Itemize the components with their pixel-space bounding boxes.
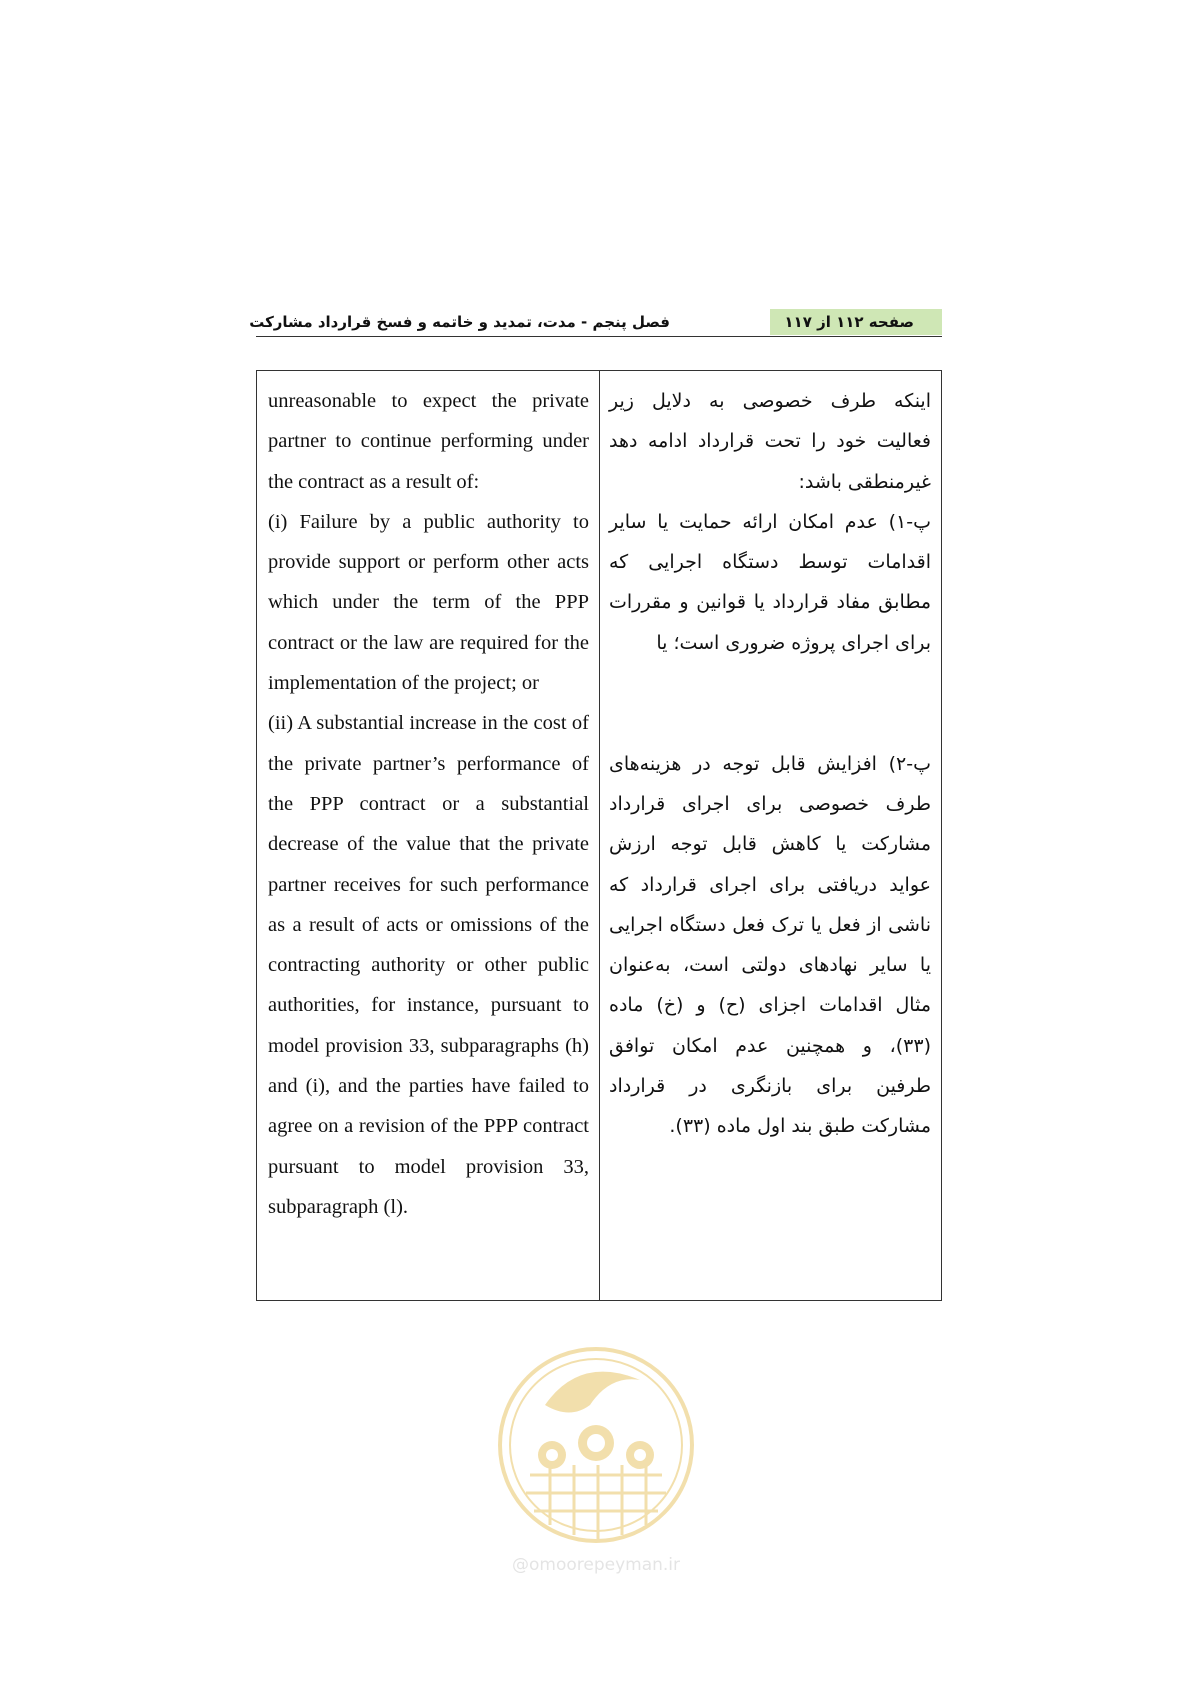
- english-paragraph-i: (i) Failure by a public authority to provide support or perform other acts which under the term of the PPP contract or the law are required for the implementation of the project; or: [268, 510, 589, 695]
- page-number-badge: صفحه ۱۱۲ از ۱۱۷: [770, 309, 942, 335]
- persian-paragraph-p2: پ-۲) افزایش قابل توجه در هزینه‌های طرف خصوصی برای اجرای قرارداد مشارکت یا کاهش قابل توجه ارزش عواید دریافتی برای اجرای قرارداد که ناشی از فعل یا ترک فعل دستگاه اجرایی یا سایر نهادهای دولتی است، به‌عنوان مثال اقدامات اجزای (ح) و (خ) ماده (۳۳)، و همچنین عدم امکان توافق طرفین برای بازنگری در قرارداد مشارکت طبق بند اول ماده (۳۳).: [609, 752, 931, 1138]
- column-divider: [599, 371, 600, 1300]
- bilingual-table: [256, 370, 942, 1301]
- watermark-site-text: @omoorepeyman.ir: [511, 1555, 681, 1575]
- persian-paragraph-p1: پ-۱) عدم امکان ارائه حمایت یا سایر اقدامات توسط دستگاه اجرایی که مطابق مفاد قرارداد یا قوانین و مقررات برای اجرای پروژه ضروری است؛ یا: [609, 510, 931, 654]
- persian-spacer: [609, 663, 931, 744]
- watermark-logo-icon: [490, 1335, 702, 1555]
- chapter-title: فصل پنجم - مدت، تمدید و خاتمه و فسخ قرارداد مشارکت: [249, 313, 670, 331]
- english-column: [268, 381, 589, 1227]
- english-paragraph-intro: unreasonable to expect the private partner to continue performing under the contract as a result of:: [268, 390, 589, 493]
- omoorepeyman-watermark: [490, 1335, 702, 1585]
- english-paragraph-ii: (ii) A substantial increase in the cost of the private partner’s performance of the PPP contract or a substantial decrease of the value that the private partner receives for such performance as a result of acts or omissions of the contracting authority or other public authorities, for instance, pursuant to model provision 33, subparagraphs (h) and (i), and the parties have failed to agree on a revision of the PPP contract pursuant to model provision 33, subparagraph (l).: [268, 712, 589, 1218]
- page-header: [249, 306, 942, 337]
- persian-paragraph-intro: اینکه طرف خصوصی به دلایل زیر فعالیت خود را تحت قرارداد ادامه دهد غیرمنطقی باشد:: [609, 390, 931, 493]
- persian-column: [609, 381, 931, 1147]
